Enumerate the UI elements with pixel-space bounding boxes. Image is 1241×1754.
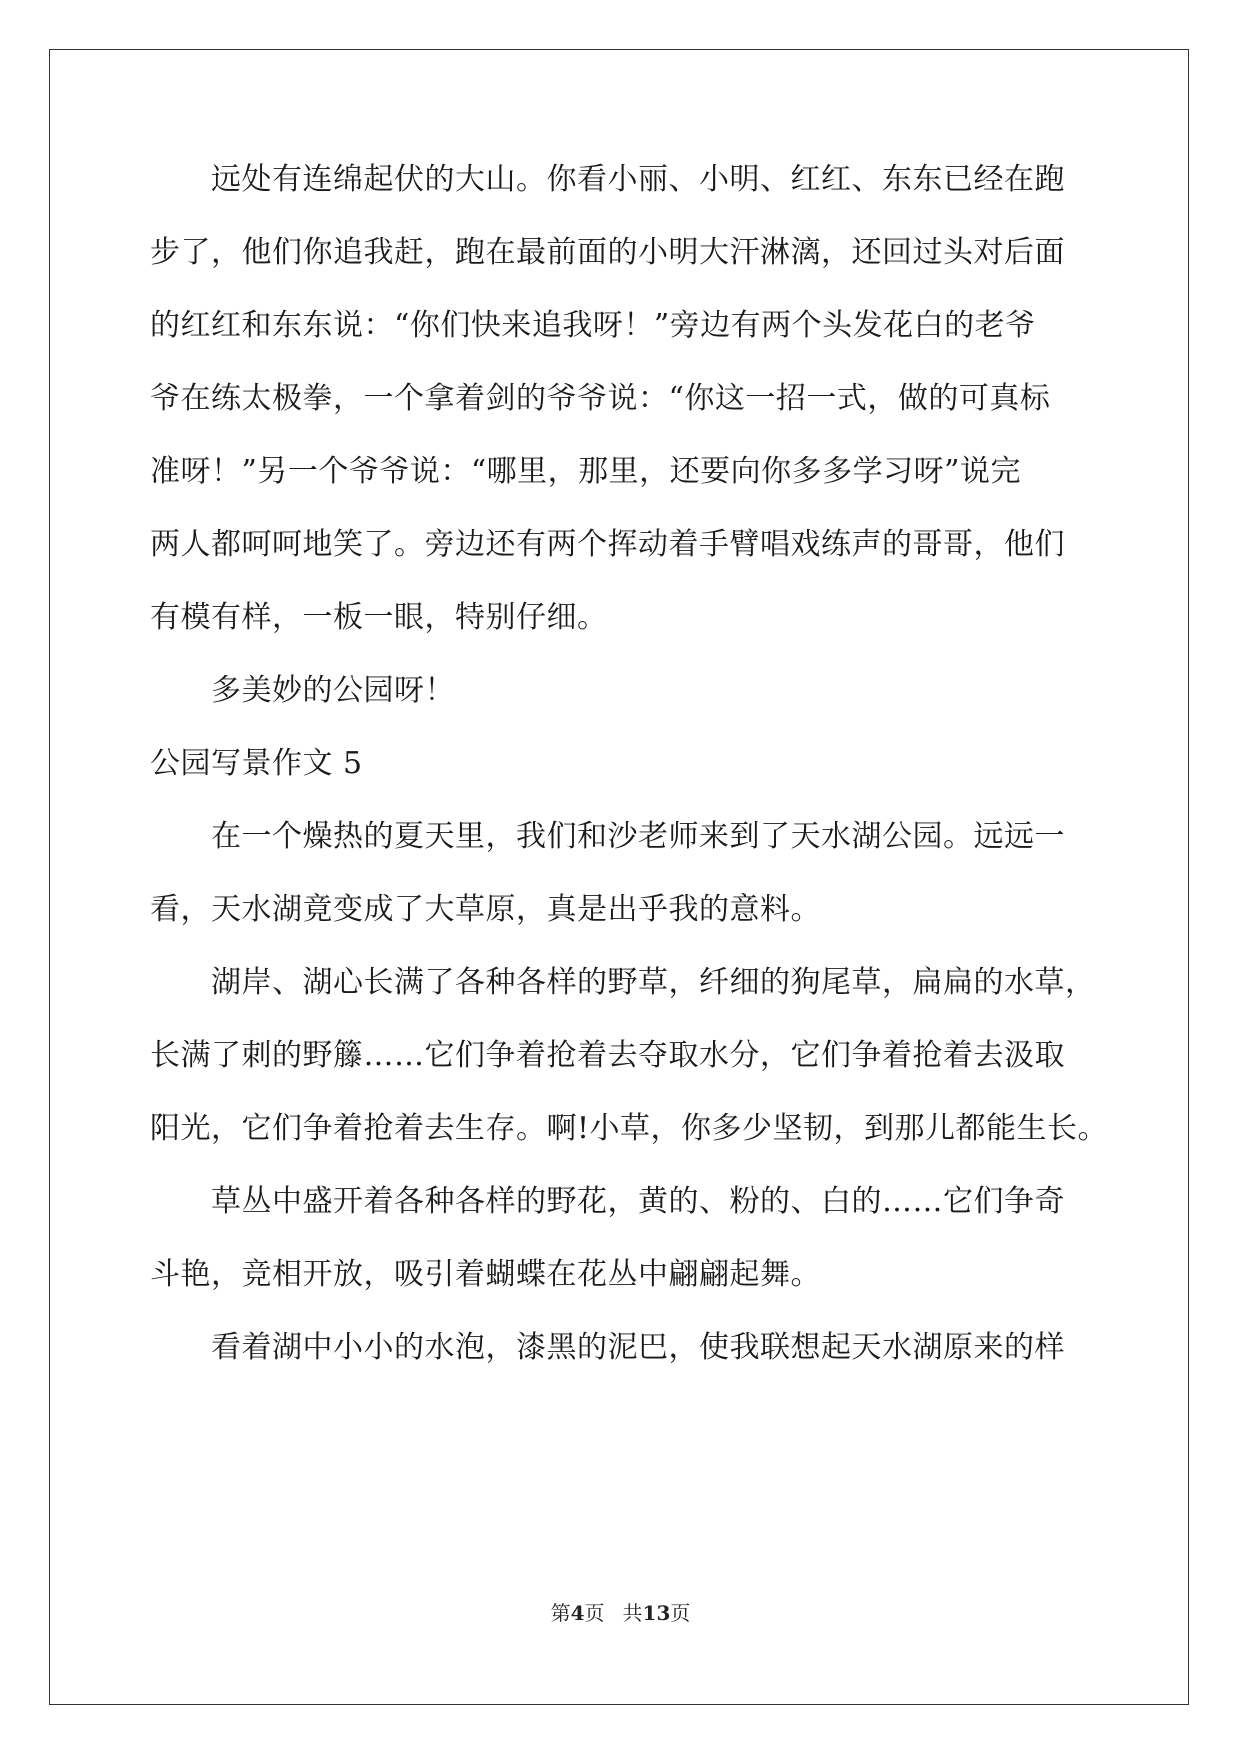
- text-line: 爷在练太极拳，一个拿着剑的爷爷说：“你这一招一式，做的可真标: [150, 381, 1051, 416]
- text-line: 远处有连绵起伏的大山。你看小丽、小明、红红、东东已经在跑: [150, 162, 1065, 197]
- text-line: 在一个燥热的夏天里，我们和沙老师来到了天水湖公园。远远一: [150, 819, 1065, 854]
- text-line: 多美妙的公园呀！: [150, 673, 455, 708]
- text-line: 的红红和东东说：“你们快来追我呀！”旁边有两个头发花白的老爷: [150, 308, 1036, 343]
- page-suffix: 页: [584, 1601, 605, 1625]
- text-line: 两人都呵呵地笑了。旁边还有两个挥动着手臂唱戏练声的哥哥，他们: [150, 527, 1065, 562]
- text-line: 步了，他们你追我赶，跑在最前面的小明大汗淋漓，还回过头对后面: [150, 235, 1065, 270]
- total-suffix: 页: [670, 1601, 691, 1625]
- text-line: 阳光，它们争着抢着去生存。啊!小草，你多少坚韧，到那儿都能生长。: [150, 1111, 1109, 1146]
- text-line: 湖岸、湖心长满了各种各样的野草，纤细的狗尾草，扁扁的水草，: [150, 965, 1096, 1000]
- section-heading: 公园写景作文 5: [150, 746, 363, 781]
- text-line: 有模有样，一板一眼，特别仔细。: [150, 600, 608, 635]
- page-current: 4: [570, 1601, 585, 1625]
- page-border: [49, 49, 1189, 1705]
- page-total: 13: [642, 1601, 671, 1625]
- text-line: 长满了刺的野籐……它们争着抢着去夺取水分，它们争着抢着去汲取: [150, 1038, 1065, 1073]
- text-line: 看着湖中小小的水泡，漆黑的泥巴，使我联想起天水湖原来的样: [150, 1330, 1065, 1365]
- text-line: 斗艳，竞相开放，吸引着蝴蝶在花丛中翩翩起舞。: [150, 1257, 821, 1292]
- text-line: 准呀！”另一个爷爷说：“哪里，那里，还要向你多多学习呀”说完: [150, 454, 1022, 489]
- page-prefix: 第: [550, 1601, 571, 1625]
- text-line: 草丛中盛开着各种各样的野花，黄的、粉的、白的……它们争奇: [150, 1184, 1065, 1219]
- total-prefix: 共: [622, 1601, 643, 1625]
- page-footer: [0, 1601, 1241, 1625]
- text-line: 看，天水湖竟变成了大草原，真是出乎我的意料。: [150, 892, 821, 927]
